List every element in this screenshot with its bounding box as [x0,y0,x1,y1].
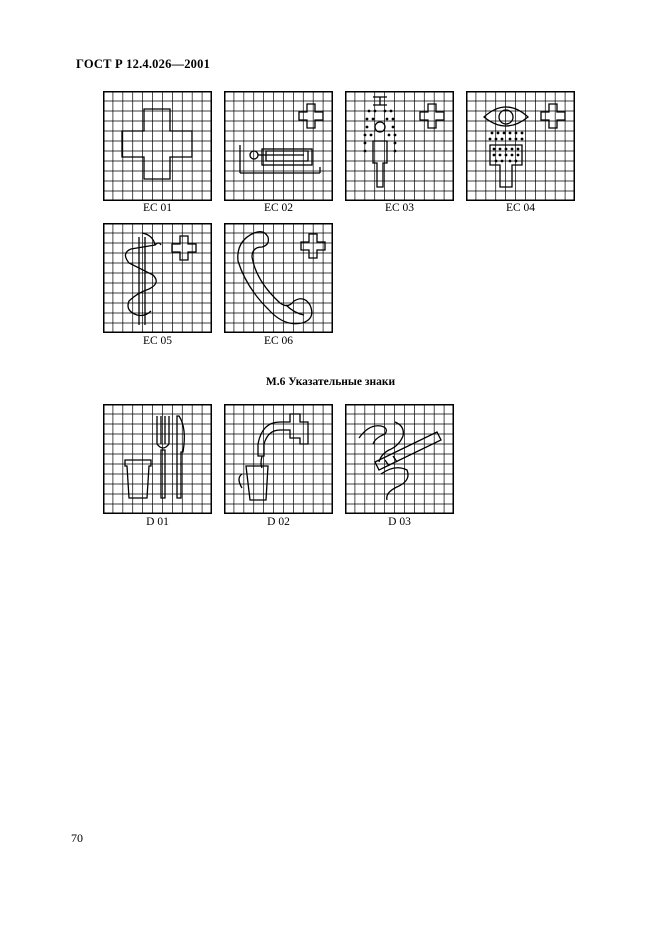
sign-d02-caption: D 02 [267,516,290,528]
sign-grid [345,91,454,201]
water-drops-icon [489,132,524,163]
sign-d01-caption: D 01 [146,516,169,528]
sign-ec01-caption: EC 01 [142,202,173,214]
section-title: М.6 Указательные знаки [265,376,396,388]
sign-grid [103,223,212,333]
medical-caduceus-icon [125,233,161,325]
food-and-drink-icon [125,416,184,498]
stretcher-icon [240,145,320,173]
sign-ec03-caption: EC 03 [384,202,415,214]
sign-ec06 [224,223,333,333]
sign-d01 [103,404,212,514]
first-aid-cross-icon [299,104,323,128]
first-aid-cross-icon [420,104,444,128]
sign-d03-caption: D 03 [388,516,411,528]
sign-d03 [345,404,454,514]
sign-grid [224,404,333,514]
sign-ec02 [224,91,333,201]
sign-ec06-caption: EC 06 [263,335,294,347]
page-number: 70 [71,831,83,845]
sign-grid [103,91,212,201]
document-header: ГОСТ Р 12.4.026—2001 [76,57,211,71]
first-aid-cross-icon [541,104,565,128]
sign-d02 [224,404,333,514]
sign-ec05-caption: EC 05 [142,335,173,347]
sign-ec03 [345,91,454,201]
sign-ec04-caption: EC 04 [505,202,536,214]
sign-grid [345,404,454,514]
sign-ec02-caption: EC 02 [263,202,294,214]
eye-wash-icon [484,107,528,187]
sign-ec05 [103,223,212,333]
sign-grid [466,91,575,201]
sign-ec01 [103,91,212,201]
sign-ec04 [466,91,575,201]
